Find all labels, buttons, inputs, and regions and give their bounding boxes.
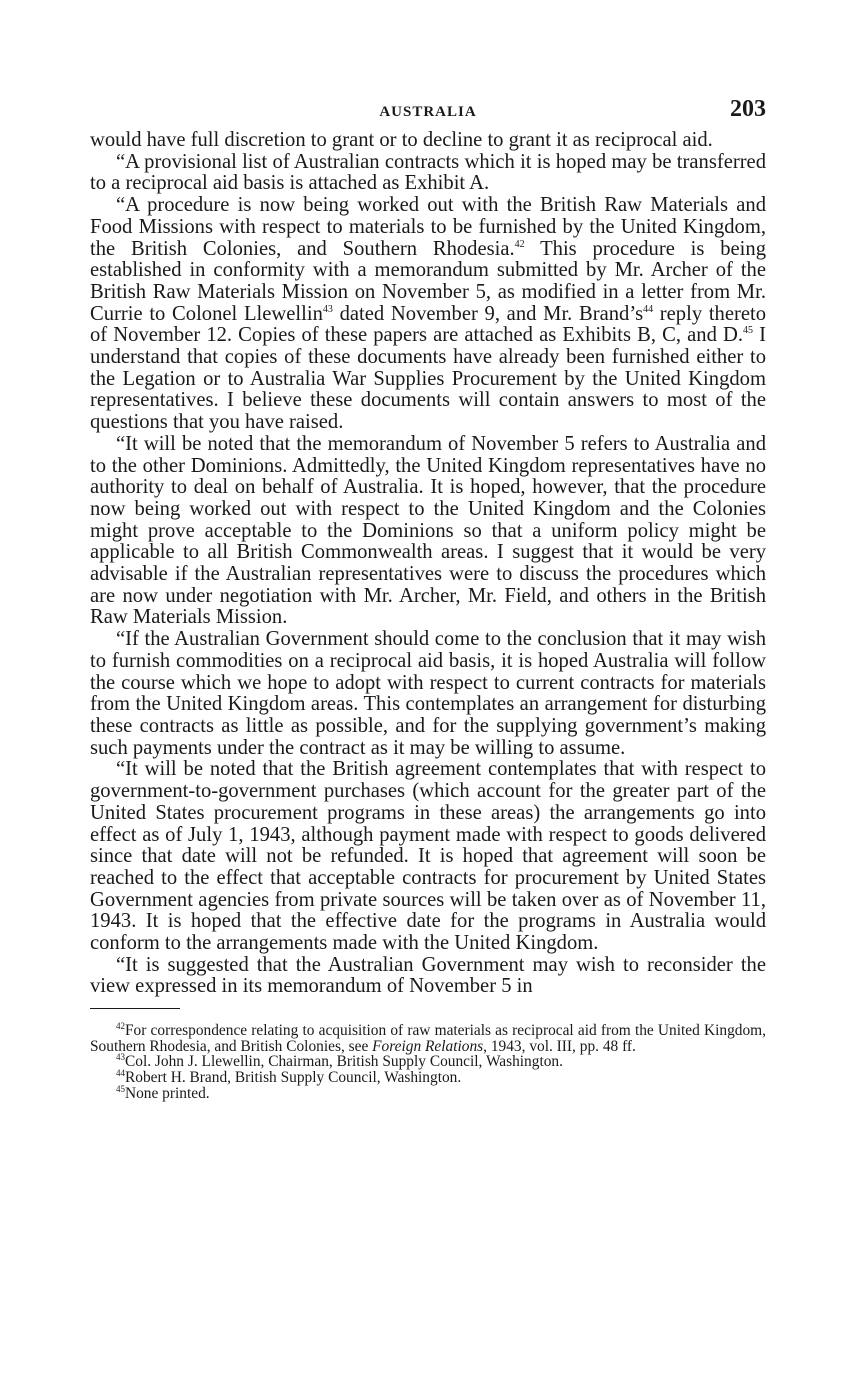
footnote-reference: 42 <box>514 238 525 250</box>
paragraph-text: I understand that copies of these documents have already been furnished either to the Legation or to Australia War Supplies Procurement by the United Kingdom representatives. I believe these documents will contain answers to most of the questions that you have raised. <box>90 324 766 434</box>
paragraph-text: would have full discretion to grant or to decline to grant it as reciprocal aid. <box>90 129 713 151</box>
paragraph <box>90 434 766 629</box>
footnote-italic-title: Foreign Relations <box>372 1037 484 1055</box>
paragraph <box>90 130 766 152</box>
footnote <box>90 1023 766 1054</box>
footnote-text: None printed. <box>125 1084 210 1102</box>
body-text <box>90 130 766 998</box>
paragraph <box>90 629 766 759</box>
paragraph <box>90 195 766 434</box>
paragraph <box>90 759 766 954</box>
footnotes <box>90 1023 766 1101</box>
footnote-marker: 44 <box>116 1067 125 1078</box>
paragraph-text: “It will be noted that the British agreement contemplates that with respect to government-to-government purchases (which account for the greater part of the United States procurement programs in these areas) the arrangements go into effect as of July 1, 1943, although payment made with respect to goods delivered since that date will not be refunded. It is hoped that agreement will soon be reached to the effect that acceptable contracts for procurement by United States Government agencies from private sources will be taken over as of November 11, 1943. It is hoped that the effective date for the programs in Australia would conform to the arrangements made with the United Kingdom. <box>90 758 766 955</box>
footnote-marker: 42 <box>116 1021 125 1031</box>
footnote-text: Robert H. Brand, British Supply Council, Washington. <box>125 1068 462 1086</box>
footnote <box>90 1054 766 1070</box>
footnote-reference: 45 <box>743 325 754 337</box>
running-title: AUSTRALIA <box>379 104 477 120</box>
footnote-marker: 43 <box>116 1052 125 1063</box>
running-head <box>90 96 766 130</box>
footnote-reference: 44 <box>643 303 654 315</box>
paragraph-text: “If the Australian Government should come to the conclusion that it may wish to furnish commodities on a reciprocal aid basis, it is hoped Australia will follow the course which we hope to adopt with respect to current contracts for materials from the United Kingdom areas. This contemplates an arrangement for disturbing these contracts as little as possible, and for the supplying government’s making such payments under the contract as it may be willing to assume. <box>90 628 766 759</box>
paragraph-text: “A procedure is now being worked out with the British Raw Materials and Food Missions with respect to materials to be furnished by the United Kingdom, the British Colonies, and Southern Rhodesia. <box>90 194 766 260</box>
paragraph <box>90 152 766 195</box>
paragraph-text: reply thereto of November 12. Copies of these papers are attached as Exhibits B, C, and D. <box>90 302 766 347</box>
paragraph-text: This procedure is being established in conformity with a memorandum submitted by Mr. Archer of the British Raw Materials Mission on November 5, as modified in a letter from Mr. Currie to Colonel Llewellin <box>90 237 766 325</box>
paragraph <box>90 955 766 998</box>
footnote-divider <box>90 1008 180 1009</box>
paragraph-text: “A provisional list of Australian contracts which it is hoped may be transferred to a reciprocal aid basis is attached as Exhibit A. <box>90 150 766 195</box>
paragraph-text: “It is suggested that the Australian Government may wish to reconsider the view expressed in its memorandum of November 5 in <box>90 953 766 998</box>
paragraph-text: “It will be noted that the memorandum of November 5 refers to Australia and to the other Dominions. Admittedly, the United Kingdom representatives have no authority to deal on behalf of Australia. It is hoped, however, that the procedure now being worked out with respect to the United Kingdom and the Colonies might prove acceptable to the Dominions so that a uniform policy might be applicable to all British Commonwealth areas. I suggest that it would be very advisable if the Australian representatives were to discuss the procedures which are now under negotiation with Mr. Archer, Mr. Field, and others in the British Raw Materials Mission. <box>90 432 766 629</box>
footnote-text: For correspondence relating to acquisition of raw materials as reciprocal aid from the United Kingdom, Southern Rhodesia, and British Colonies, see <box>90 1022 766 1055</box>
footnote <box>90 1083 766 1102</box>
paragraph-text: dated November 9, and Mr. Brand’s <box>332 302 644 325</box>
footnote-reference: 43 <box>322 303 333 315</box>
footnote-text: Col. John J. Llewellin, Chairman, British Supply Council, Washington. <box>125 1053 563 1071</box>
footnote-marker: 45 <box>116 1083 125 1094</box>
footnote-text: , 1943, vol. III, pp. 48 ff. <box>483 1037 636 1055</box>
document-page <box>90 96 766 1101</box>
page-number: 203 <box>730 96 766 122</box>
footnote <box>90 1067 766 1086</box>
